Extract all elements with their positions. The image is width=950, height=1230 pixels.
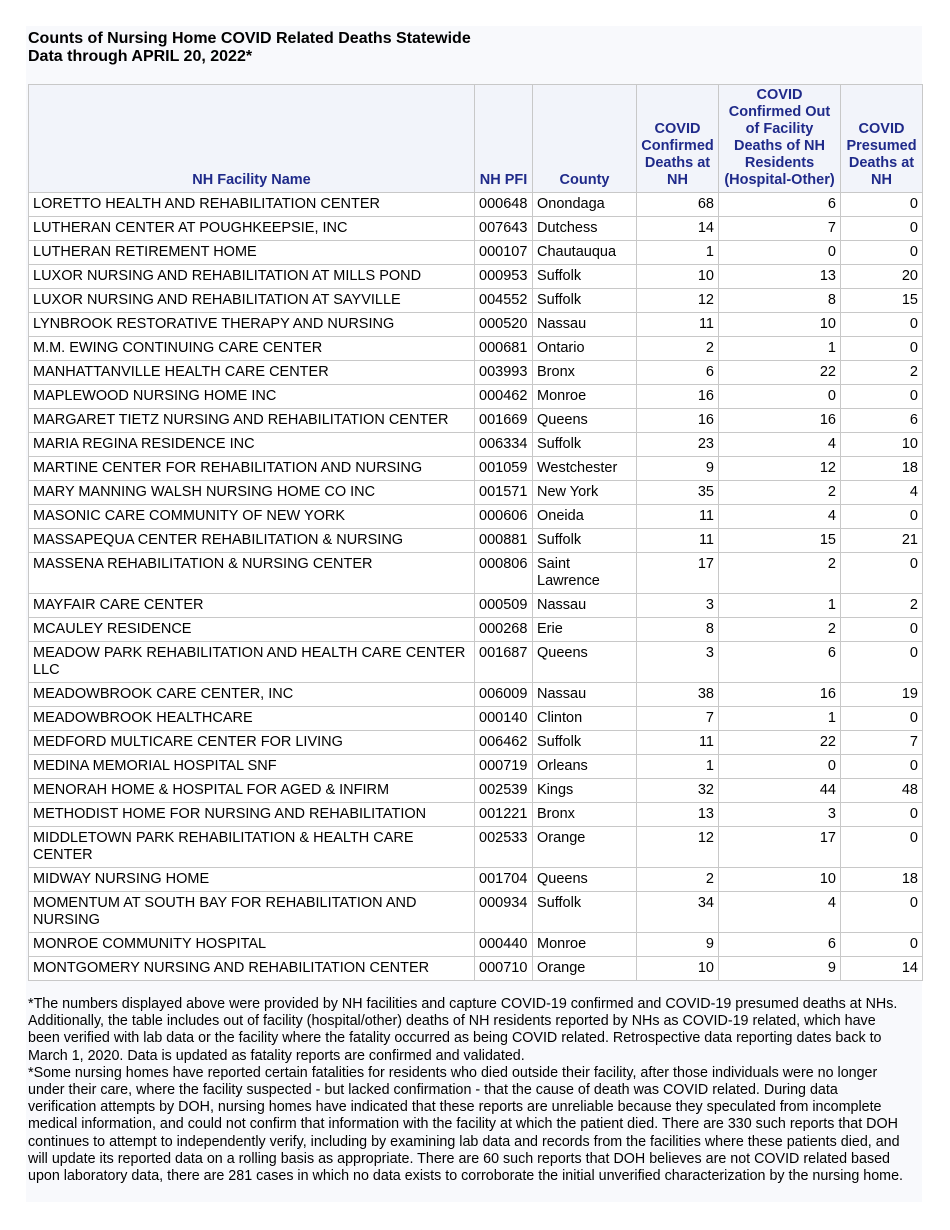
out-of-facility-deaths-cell: 1: [719, 594, 841, 618]
col-header-confirmed-deaths: COVID Confirmed Deaths at NH: [637, 85, 719, 193]
county-cell: Suffolk: [533, 731, 637, 755]
presumed-deaths-cell: 15: [841, 289, 923, 313]
county-cell: Onondaga: [533, 193, 637, 217]
facility-name-cell: MEADOW PARK REHABILITATION AND HEALTH CARE CENTER LLC: [29, 642, 475, 683]
presumed-deaths-cell: 0: [841, 553, 923, 594]
presumed-deaths-cell: 0: [841, 803, 923, 827]
presumed-deaths-cell: 0: [841, 313, 923, 337]
facility-name-cell: MAYFAIR CARE CENTER: [29, 594, 475, 618]
presumed-deaths-cell: 19: [841, 683, 923, 707]
confirmed-deaths-cell: 23: [637, 433, 719, 457]
facility-name-cell: LYNBROOK RESTORATIVE THERAPY AND NURSING: [29, 313, 475, 337]
out-of-facility-deaths-cell: 1: [719, 707, 841, 731]
col-header-presumed-deaths: COVID Presumed Deaths at NH: [841, 85, 923, 193]
nh-pfi-cell: 001221: [475, 803, 533, 827]
table-row: [29, 481, 923, 505]
table-row: [29, 265, 923, 289]
out-of-facility-deaths-cell: 0: [719, 755, 841, 779]
presumed-deaths-cell: 0: [841, 241, 923, 265]
out-of-facility-deaths-cell: 4: [719, 892, 841, 933]
county-cell: Monroe: [533, 385, 637, 409]
out-of-facility-deaths-cell: 2: [719, 618, 841, 642]
presumed-deaths-cell: 0: [841, 217, 923, 241]
presumed-deaths-cell: 4: [841, 481, 923, 505]
county-cell: Bronx: [533, 803, 637, 827]
nh-pfi-cell: 000509: [475, 594, 533, 618]
confirmed-deaths-cell: 12: [637, 289, 719, 313]
out-of-facility-deaths-cell: 2: [719, 553, 841, 594]
county-cell: Queens: [533, 868, 637, 892]
table-row: [29, 529, 923, 553]
out-of-facility-deaths-cell: 1: [719, 337, 841, 361]
table-row: [29, 683, 923, 707]
table-row: [29, 241, 923, 265]
nh-pfi-cell: 001704: [475, 868, 533, 892]
nh-pfi-cell: 002539: [475, 779, 533, 803]
confirmed-deaths-cell: 2: [637, 337, 719, 361]
confirmed-deaths-cell: 14: [637, 217, 719, 241]
county-cell: Queens: [533, 642, 637, 683]
nh-pfi-cell: 000953: [475, 265, 533, 289]
facility-name-cell: MEADOWBROOK CARE CENTER, INC: [29, 683, 475, 707]
table-header-row: [29, 85, 923, 193]
confirmed-deaths-cell: 12: [637, 827, 719, 868]
county-cell: New York: [533, 481, 637, 505]
facility-name-cell: MASSENA REHABILITATION & NURSING CENTER: [29, 553, 475, 594]
presumed-deaths-cell: 48: [841, 779, 923, 803]
presumed-deaths-cell: 0: [841, 755, 923, 779]
table-row: [29, 957, 923, 981]
county-cell: Suffolk: [533, 529, 637, 553]
presumed-deaths-cell: 18: [841, 868, 923, 892]
table-row: [29, 755, 923, 779]
confirmed-deaths-cell: 16: [637, 409, 719, 433]
presumed-deaths-cell: 7: [841, 731, 923, 755]
confirmed-deaths-cell: 11: [637, 505, 719, 529]
out-of-facility-deaths-cell: 17: [719, 827, 841, 868]
out-of-facility-deaths-cell: 0: [719, 241, 841, 265]
presumed-deaths-cell: 2: [841, 594, 923, 618]
confirmed-deaths-cell: 68: [637, 193, 719, 217]
facility-name-cell: MASSAPEQUA CENTER REHABILITATION & NURSING: [29, 529, 475, 553]
presumed-deaths-cell: 6: [841, 409, 923, 433]
nh-pfi-cell: 000881: [475, 529, 533, 553]
nh-pfi-cell: 001669: [475, 409, 533, 433]
out-of-facility-deaths-cell: 16: [719, 683, 841, 707]
confirmed-deaths-cell: 11: [637, 731, 719, 755]
confirmed-deaths-cell: 32: [637, 779, 719, 803]
out-of-facility-deaths-cell: 12: [719, 457, 841, 481]
confirmed-deaths-cell: 34: [637, 892, 719, 933]
county-cell: Saint Lawrence: [533, 553, 637, 594]
county-cell: Suffolk: [533, 265, 637, 289]
confirmed-deaths-cell: 1: [637, 755, 719, 779]
col-header-county: County: [533, 85, 637, 193]
report-title: [28, 30, 471, 66]
county-cell: Ontario: [533, 337, 637, 361]
footnotes: [28, 996, 908, 1185]
out-of-facility-deaths-cell: 6: [719, 642, 841, 683]
county-cell: Oneida: [533, 505, 637, 529]
county-cell: Kings: [533, 779, 637, 803]
nh-pfi-cell: 001571: [475, 481, 533, 505]
county-cell: Nassau: [533, 313, 637, 337]
table-row: [29, 618, 923, 642]
presumed-deaths-cell: 0: [841, 827, 923, 868]
presumed-deaths-cell: 20: [841, 265, 923, 289]
table-row: [29, 827, 923, 868]
nh-pfi-cell: 002533: [475, 827, 533, 868]
confirmed-deaths-cell: 38: [637, 683, 719, 707]
county-cell: Clinton: [533, 707, 637, 731]
table-row: [29, 193, 923, 217]
facility-name-cell: MENORAH HOME & HOSPITAL FOR AGED & INFIRM: [29, 779, 475, 803]
out-of-facility-deaths-cell: 9: [719, 957, 841, 981]
confirmed-deaths-cell: 7: [637, 707, 719, 731]
out-of-facility-deaths-cell: 13: [719, 265, 841, 289]
table-row: [29, 594, 923, 618]
table-row: [29, 707, 923, 731]
presumed-deaths-cell: 0: [841, 505, 923, 529]
table-row: [29, 217, 923, 241]
facility-name-cell: MEDINA MEMORIAL HOSPITAL SNF: [29, 755, 475, 779]
table-row: [29, 505, 923, 529]
county-cell: Nassau: [533, 683, 637, 707]
out-of-facility-deaths-cell: 44: [719, 779, 841, 803]
table-row: [29, 803, 923, 827]
out-of-facility-deaths-cell: 8: [719, 289, 841, 313]
table-row: [29, 385, 923, 409]
facility-name-cell: MEDFORD MULTICARE CENTER FOR LIVING: [29, 731, 475, 755]
presumed-deaths-cell: 21: [841, 529, 923, 553]
nh-pfi-cell: 001059: [475, 457, 533, 481]
county-cell: Bronx: [533, 361, 637, 385]
nh-pfi-cell: 006009: [475, 683, 533, 707]
facility-name-cell: LUXOR NURSING AND REHABILITATION AT SAYVILLE: [29, 289, 475, 313]
out-of-facility-deaths-cell: 6: [719, 933, 841, 957]
nh-pfi-cell: 000140: [475, 707, 533, 731]
table-row: [29, 868, 923, 892]
county-cell: Nassau: [533, 594, 637, 618]
facility-name-cell: LUXOR NURSING AND REHABILITATION AT MILLS POND: [29, 265, 475, 289]
out-of-facility-deaths-cell: 2: [719, 481, 841, 505]
facility-name-cell: MARY MANNING WALSH NURSING HOME CO INC: [29, 481, 475, 505]
deaths-table: [28, 84, 923, 981]
confirmed-deaths-cell: 9: [637, 457, 719, 481]
confirmed-deaths-cell: 10: [637, 957, 719, 981]
table-row: [29, 433, 923, 457]
county-cell: Orange: [533, 957, 637, 981]
out-of-facility-deaths-cell: 10: [719, 868, 841, 892]
facility-name-cell: LUTHERAN CENTER AT POUGHKEEPSIE, INC: [29, 217, 475, 241]
facility-name-cell: MONTGOMERY NURSING AND REHABILITATION CENTER: [29, 957, 475, 981]
facility-name-cell: MARGARET TIETZ NURSING AND REHABILITATION CENTER: [29, 409, 475, 433]
confirmed-deaths-cell: 3: [637, 594, 719, 618]
facility-name-cell: LUTHERAN RETIREMENT HOME: [29, 241, 475, 265]
facility-name-cell: MONROE COMMUNITY HOSPITAL: [29, 933, 475, 957]
table-row: [29, 933, 923, 957]
table-row: [29, 313, 923, 337]
presumed-deaths-cell: 0: [841, 892, 923, 933]
table-row: [29, 361, 923, 385]
facility-name-cell: MASONIC CARE COMMUNITY OF NEW YORK: [29, 505, 475, 529]
confirmed-deaths-cell: 16: [637, 385, 719, 409]
presumed-deaths-cell: 0: [841, 933, 923, 957]
confirmed-deaths-cell: 11: [637, 313, 719, 337]
confirmed-deaths-cell: 11: [637, 529, 719, 553]
nh-pfi-cell: 000268: [475, 618, 533, 642]
facility-name-cell: MIDDLETOWN PARK REHABILITATION & HEALTH CARE CENTER: [29, 827, 475, 868]
presumed-deaths-cell: 0: [841, 193, 923, 217]
confirmed-deaths-cell: 17: [637, 553, 719, 594]
nh-pfi-cell: 000719: [475, 755, 533, 779]
out-of-facility-deaths-cell: 3: [719, 803, 841, 827]
nh-pfi-cell: 000440: [475, 933, 533, 957]
out-of-facility-deaths-cell: 0: [719, 385, 841, 409]
confirmed-deaths-cell: 10: [637, 265, 719, 289]
presumed-deaths-cell: 10: [841, 433, 923, 457]
facility-name-cell: MOMENTUM AT SOUTH BAY FOR REHABILITATION AND NURSING: [29, 892, 475, 933]
nh-pfi-cell: 000681: [475, 337, 533, 361]
presumed-deaths-cell: 0: [841, 385, 923, 409]
presumed-deaths-cell: 14: [841, 957, 923, 981]
presumed-deaths-cell: 0: [841, 707, 923, 731]
col-header-facility-name: NH Facility Name: [29, 85, 475, 193]
nh-pfi-cell: 007643: [475, 217, 533, 241]
table-row: [29, 731, 923, 755]
nh-pfi-cell: 000710: [475, 957, 533, 981]
county-cell: Monroe: [533, 933, 637, 957]
presumed-deaths-cell: 18: [841, 457, 923, 481]
nh-pfi-cell: 000462: [475, 385, 533, 409]
county-cell: Orleans: [533, 755, 637, 779]
col-header-out-of-facility-deaths: COVID Confirmed Out of Facility Deaths of NH Residents (Hospital-Other): [719, 85, 841, 193]
confirmed-deaths-cell: 2: [637, 868, 719, 892]
nh-pfi-cell: 000107: [475, 241, 533, 265]
footnote-1: *The numbers displayed above were provided by NH facilities and capture COVID-19 confirmed and COVID-19 presumed deaths at NHs. Additionally, the table includes out of facility (hospital/other) deaths of NH residents reported by NHs as COVID-19 related, which have been verified with lab data or the facility where the fatality occurred as being COVID related. Retrospective data reporting dates back to March 1, 2020. Data is updated as fatality reports are confirmed and validated.: [28, 996, 898, 1064]
county-cell: Queens: [533, 409, 637, 433]
facility-name-cell: MIDWAY NURSING HOME: [29, 868, 475, 892]
col-header-nh-pfi: NH PFI: [475, 85, 533, 193]
confirmed-deaths-cell: 9: [637, 933, 719, 957]
title-line-2: Data through APRIL 20, 2022*: [28, 48, 253, 65]
facility-name-cell: MCAULEY RESIDENCE: [29, 618, 475, 642]
out-of-facility-deaths-cell: 4: [719, 433, 841, 457]
out-of-facility-deaths-cell: 10: [719, 313, 841, 337]
table-row: [29, 892, 923, 933]
nh-pfi-cell: 000806: [475, 553, 533, 594]
table-body: [29, 193, 923, 981]
title-line-1: Counts of Nursing Home COVID Related Deaths Statewide: [28, 30, 471, 47]
nh-pfi-cell: 006462: [475, 731, 533, 755]
table-row: [29, 642, 923, 683]
nh-pfi-cell: 004552: [475, 289, 533, 313]
county-cell: Suffolk: [533, 289, 637, 313]
nh-pfi-cell: 001687: [475, 642, 533, 683]
presumed-deaths-cell: 2: [841, 361, 923, 385]
county-cell: Erie: [533, 618, 637, 642]
nh-pfi-cell: 000934: [475, 892, 533, 933]
county-cell: Dutchess: [533, 217, 637, 241]
out-of-facility-deaths-cell: 6: [719, 193, 841, 217]
table-row: [29, 289, 923, 313]
footnote-2: *Some nursing homes have reported certain fatalities for residents who died outside their facility, after those individuals were no longer under their care, where the facility suspected - but lacked confirmation - that the cause of death was COVID related. During data verification attempts by DOH, nursing homes have indicated that these reports are unreliable because they speculated from incomplete medical information, and could not confirm that information with the facility at which the patient died. There are 330 such reports that DOH continues to attempt to independently verify, including by examining lab data and records from the facilities where these patients died, and will update its reported data on a rolling basis as appropriate. There are 60 such reports that DOH believes are not COVID related based upon laboratory data, there are 281 cases in which no data exists to corroborate the initial unverified characterization by the nursing home.: [28, 1064, 904, 1185]
county-cell: Orange: [533, 827, 637, 868]
facility-name-cell: MANHATTANVILLE HEALTH CARE CENTER: [29, 361, 475, 385]
facility-name-cell: METHODIST HOME FOR NURSING AND REHABILITATION: [29, 803, 475, 827]
presumed-deaths-cell: 0: [841, 618, 923, 642]
out-of-facility-deaths-cell: 4: [719, 505, 841, 529]
facility-name-cell: MEADOWBROOK HEALTHCARE: [29, 707, 475, 731]
county-cell: Chautauqua: [533, 241, 637, 265]
confirmed-deaths-cell: 35: [637, 481, 719, 505]
nh-pfi-cell: 006334: [475, 433, 533, 457]
county-cell: Suffolk: [533, 892, 637, 933]
confirmed-deaths-cell: 13: [637, 803, 719, 827]
report-page: [26, 26, 922, 1202]
county-cell: Suffolk: [533, 433, 637, 457]
presumed-deaths-cell: 0: [841, 642, 923, 683]
confirmed-deaths-cell: 3: [637, 642, 719, 683]
table-row: [29, 457, 923, 481]
out-of-facility-deaths-cell: 15: [719, 529, 841, 553]
facility-name-cell: MARTINE CENTER FOR REHABILITATION AND NURSING: [29, 457, 475, 481]
out-of-facility-deaths-cell: 22: [719, 731, 841, 755]
facility-name-cell: MAPLEWOOD NURSING HOME INC: [29, 385, 475, 409]
table-row: [29, 409, 923, 433]
out-of-facility-deaths-cell: 7: [719, 217, 841, 241]
out-of-facility-deaths-cell: 16: [719, 409, 841, 433]
nh-pfi-cell: 003993: [475, 361, 533, 385]
table-row: [29, 337, 923, 361]
out-of-facility-deaths-cell: 22: [719, 361, 841, 385]
table-row: [29, 553, 923, 594]
nh-pfi-cell: 000520: [475, 313, 533, 337]
nh-pfi-cell: 000648: [475, 193, 533, 217]
presumed-deaths-cell: 0: [841, 337, 923, 361]
county-cell: Westchester: [533, 457, 637, 481]
confirmed-deaths-cell: 6: [637, 361, 719, 385]
facility-name-cell: M.M. EWING CONTINUING CARE CENTER: [29, 337, 475, 361]
nh-pfi-cell: 000606: [475, 505, 533, 529]
confirmed-deaths-cell: 8: [637, 618, 719, 642]
confirmed-deaths-cell: 1: [637, 241, 719, 265]
table-row: [29, 779, 923, 803]
facility-name-cell: LORETTO HEALTH AND REHABILITATION CENTER: [29, 193, 475, 217]
facility-name-cell: MARIA REGINA RESIDENCE INC: [29, 433, 475, 457]
